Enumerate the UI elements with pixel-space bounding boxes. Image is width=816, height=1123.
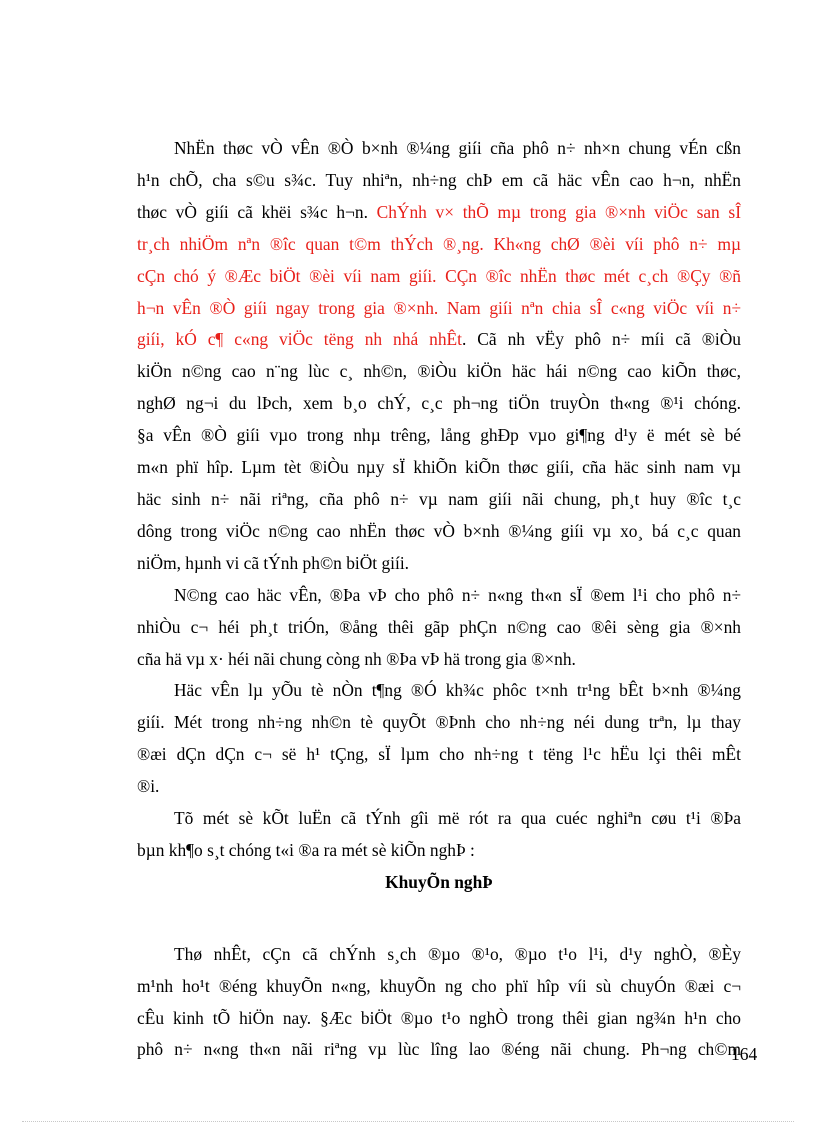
text-line (137, 835, 741, 867)
text-segment: giíi. Mét trong nh÷ng nh©n tè quyÕt ®Þnh cho nh÷ng néi dung trªn, lµ thay (137, 712, 741, 733)
text-line (137, 133, 741, 165)
text-line (137, 516, 741, 548)
recommendation-paragraph (137, 939, 741, 1067)
text-line (137, 803, 741, 835)
text-segment: NhËn thøc vÒ vÊn ®Ò b×nh ®¼ng giíi cña phô n÷ nh×n chung vÉn cßn (174, 138, 741, 158)
text-segment: kiÖn n©ng cao n¨ng lùc c¸ nh©n, ®iÒu kiÖn häc hái n©ng cao kiÕn thøc, (137, 361, 741, 382)
text-segment: Tõ mét sè kÕt luËn cã tÝnh gîi më rót ra qua cuéc nghiªn cøu t¹i ®Þa (174, 808, 741, 829)
paragraph (137, 580, 741, 676)
text-line (137, 1034, 741, 1066)
text-line (137, 293, 741, 325)
text-line (137, 261, 741, 293)
text-line (137, 197, 741, 229)
section-heading: KhuyÕn nghÞ (385, 871, 493, 892)
text-segment: Häc vÊn lµ yÕu tè nÒn t¶ng ®Ó kh¾c phôc t×nh tr¹ng bÊt b×nh ®¼ng (174, 680, 741, 701)
paragraphs (137, 133, 741, 867)
text-line (137, 971, 741, 1003)
text-line (137, 675, 741, 707)
text-segment: §a vÊn ®Ò giíi vµo trong nhµ trêng, lång ghÐp vµo gi¶ng d¹y ë mét sè bé (137, 425, 741, 446)
text-line (137, 356, 741, 388)
text-line (137, 484, 741, 516)
text-line (137, 739, 741, 771)
text-line (137, 165, 741, 197)
text-line (137, 644, 741, 676)
text-segment: cña hä vµ x· héi nãi chung còng nh ®Þa vÞ hä trong gia ®×nh. (137, 648, 576, 669)
text-line (137, 388, 741, 420)
text-segment: m«n phï hîp. Lµm tèt ®iÒu nµy sÏ khiÕn kiÕn thøc giíi, cña häc sinh nam vµ (137, 457, 741, 478)
page-number: 164 (731, 1044, 758, 1064)
text-line (137, 771, 741, 803)
text-line (137, 420, 741, 452)
text-segment: ®i. (137, 776, 160, 797)
footer-divider (22, 1121, 794, 1122)
highlighted-text: tr¸ch nhiÖm nªn ®îc quan t©m thÝch ®¸ng. Kh«ng chØ ®èi víi phô n÷ mµ (137, 233, 741, 254)
text-segment: h¹n chÕ, cha s©u s¾c. Tuy nhiªn, nh÷ng chÞ em cã häc vÊn cao h¬n, nhËn (137, 169, 741, 190)
paragraph (137, 675, 741, 803)
text-line (137, 939, 741, 971)
body-text (137, 133, 741, 1066)
paragraph (137, 133, 741, 580)
text-segment: thøc vÒ giíi cã khëi s¾c h¬n. (137, 201, 377, 222)
text-line (137, 580, 741, 612)
text-segment: nghØ ng¬i du lÞch, xem b¸o chÝ, c¸c ph¬ng tiÖn truyÒn th«ng ®¹i chóng. (137, 393, 741, 414)
text-segment: cÊu kinh tÕ hiÖn nay. §Æc biÖt ®µo t¹o nghÒ trong thêi gian ng¾n h¹n cho (137, 1007, 741, 1028)
highlighted-text: cÇn chó ý ®Æc biÖt ®èi víi nam giíi. CÇn ®îc nhËn thøc mét c¸ch ®Çy ®ñ (137, 265, 741, 286)
text-segment: . Cã nh vËy phô n÷ míi cã ®iÒu (461, 329, 741, 350)
text-segment: Thø nhÊt, cÇn cã chÝnh s¸ch ®µo ®¹o, ®µo t¹o l¹i, d¹y nghÒ, ®Èy (174, 943, 741, 964)
text-line (137, 324, 741, 356)
text-segment: häc sinh n÷ nãi riªng, cña phô n÷ vµ nam giíi nãi chung, ph¸t huy ®îc t¸c (137, 488, 741, 509)
text-line (137, 707, 741, 739)
text-segment: m¹nh ho¹t ®éng khuyÕn n«ng, khuyÕn ng cho phï hîp víi sù chuyÓn ®æi c¬ (137, 975, 741, 996)
spacer (137, 899, 741, 939)
text-line (137, 548, 741, 580)
highlighted-text: ChÝnh v× thÕ mµ trong gia ®×nh viÖc san sÎ (376, 201, 741, 222)
text-line (137, 452, 741, 484)
text-segment: N©ng cao häc vÊn, ®Þa vÞ cho phô n÷ n«ng th«n sÏ ®em l¹i cho phô n÷ (174, 584, 741, 605)
text-segment: niÖm, hµnh vi cã tÝnh ph©n biÖt giíi. (137, 552, 410, 573)
paragraph (137, 803, 741, 867)
highlighted-text: h¬n vÊn ®Ò giíi ngay trong gia ®×nh. Nam giíi nªn chia sÎ c«ng viÖc víi n÷ (137, 297, 741, 318)
text-segment: nhiÒu c¬ héi ph¸t triÓn, ®ång thêi gãp phÇn n©ng cao ®êi sèng gia ®×nh (137, 616, 741, 637)
text-line (137, 612, 741, 644)
text-segment: phô n÷ n«ng th«n nãi riªng vµ lùc lîng lao ®éng nãi chung. Ph¬ng ch©m (137, 1039, 741, 1060)
text-line (137, 229, 741, 261)
text-segment: bµn kh¶o s¸t chóng t«i ®a ra mét sè kiÕn nghÞ : (137, 839, 475, 860)
text-segment: dông trong viÖc n©ng cao nhËn thøc vÒ b×nh ®¼ng giíi vµ xo¸ bá c¸c quan (137, 520, 741, 541)
text-segment: ®æi dÇn dÇn c¬ së h¹ tÇng, sÏ lµm cho nh÷ng t tëng l¹c hËu lçi thêi mÊt (137, 744, 741, 765)
highlighted-text: giíi, kÓ c¶ c«ng viÖc tëng nh nhá nhÊt (137, 329, 462, 350)
text-line (137, 1003, 741, 1035)
